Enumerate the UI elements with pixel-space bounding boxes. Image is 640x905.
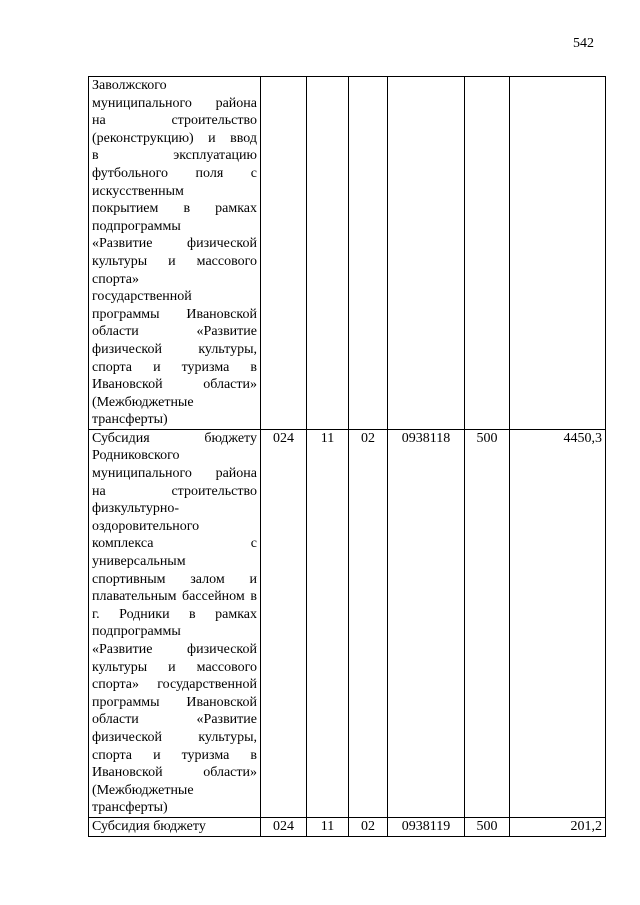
description-line: спорта и туризма в [92,359,257,375]
description-line: искусственным [92,183,184,199]
description-line: плавательным бассейном в [92,589,257,605]
description-line: культуры и массового [92,659,257,675]
table-row [89,77,606,430]
description-line: «Развитие физической [92,642,257,657]
description-line: оздоровительного [92,518,200,534]
description-line: (Межбюджетные [92,782,194,798]
section-code-cell: 11 [307,429,349,817]
description-line: программы Ивановской [92,306,257,322]
description-line: трансферты) [92,800,168,816]
table-row [89,817,606,836]
expense-type-cell [465,77,510,430]
description-line: физической культуры, [92,341,257,357]
description-line: спорта и туризма в [92,747,257,763]
description-line: в эксплуатацию [92,148,257,164]
description-line: футбольного поля с [92,165,257,181]
amount-cell: 201,2 [510,817,606,836]
description-line: Ивановской области» [92,377,257,393]
description-line: (Межбюджетные [92,394,194,410]
description-line: на строительство [92,113,257,129]
description-line: области «Развитие [92,324,257,340]
ministry-code-cell: 024 [261,429,307,817]
description-line: спортивным залом и [92,571,257,587]
description-line: физической культуры, [92,729,257,745]
description-cell [89,429,261,817]
description-line: области «Развитие [92,712,257,728]
description-line: подпрограммы [92,218,181,234]
section-code-cell: 11 [307,817,349,836]
description-line: муниципального района [92,466,257,482]
subsection-code-cell: 02 [349,429,388,817]
ministry-code-cell [261,77,307,430]
description-line: трансферты) [92,412,168,428]
description-line: Заволжского [92,78,167,93]
description-line: (реконструкцию) и ввод [92,130,257,146]
description-line: универсальным [92,554,186,570]
description-line: Родниковского [92,448,180,464]
description-line: на строительство [92,483,257,499]
description-line: программы Ивановской [92,694,257,710]
description-line: культуры и массового [92,253,257,269]
target-article-cell: 0938119 [388,817,465,836]
budget-table [88,76,606,837]
expense-type-cell: 500 [465,429,510,817]
description-line: «Развитие физической [92,236,257,252]
description-line: физкультурно- [92,501,180,517]
description-line: покрытием в рамках [92,201,257,217]
description-line: Ивановской области» [92,765,257,781]
target-article-cell: 0938118 [388,429,465,817]
subsection-code-cell [349,77,388,430]
description-line: муниципального района [92,95,257,111]
page-number: 542 [573,36,594,51]
amount-cell: 4450,3 [510,429,606,817]
description-line: спорта» [92,271,140,287]
ministry-code-cell: 024 [261,817,307,836]
target-article-cell [388,77,465,430]
description-line: Субсидия бюджету [92,430,257,446]
description-line: комплекса с [92,536,257,552]
amount-cell [510,77,606,430]
description-cell [89,817,261,836]
section-code-cell [307,77,349,430]
description-cell [89,77,261,430]
description-line: Субсидия бюджету [92,818,206,834]
subsection-code-cell: 02 [349,817,388,836]
description-line: подпрограммы [92,624,181,640]
description-line: г. Родники в рамках [92,606,257,622]
table-row [89,429,606,817]
description-line: спорта» государственной [92,677,257,693]
description-line: государственной [92,289,192,305]
expense-type-cell: 500 [465,817,510,836]
